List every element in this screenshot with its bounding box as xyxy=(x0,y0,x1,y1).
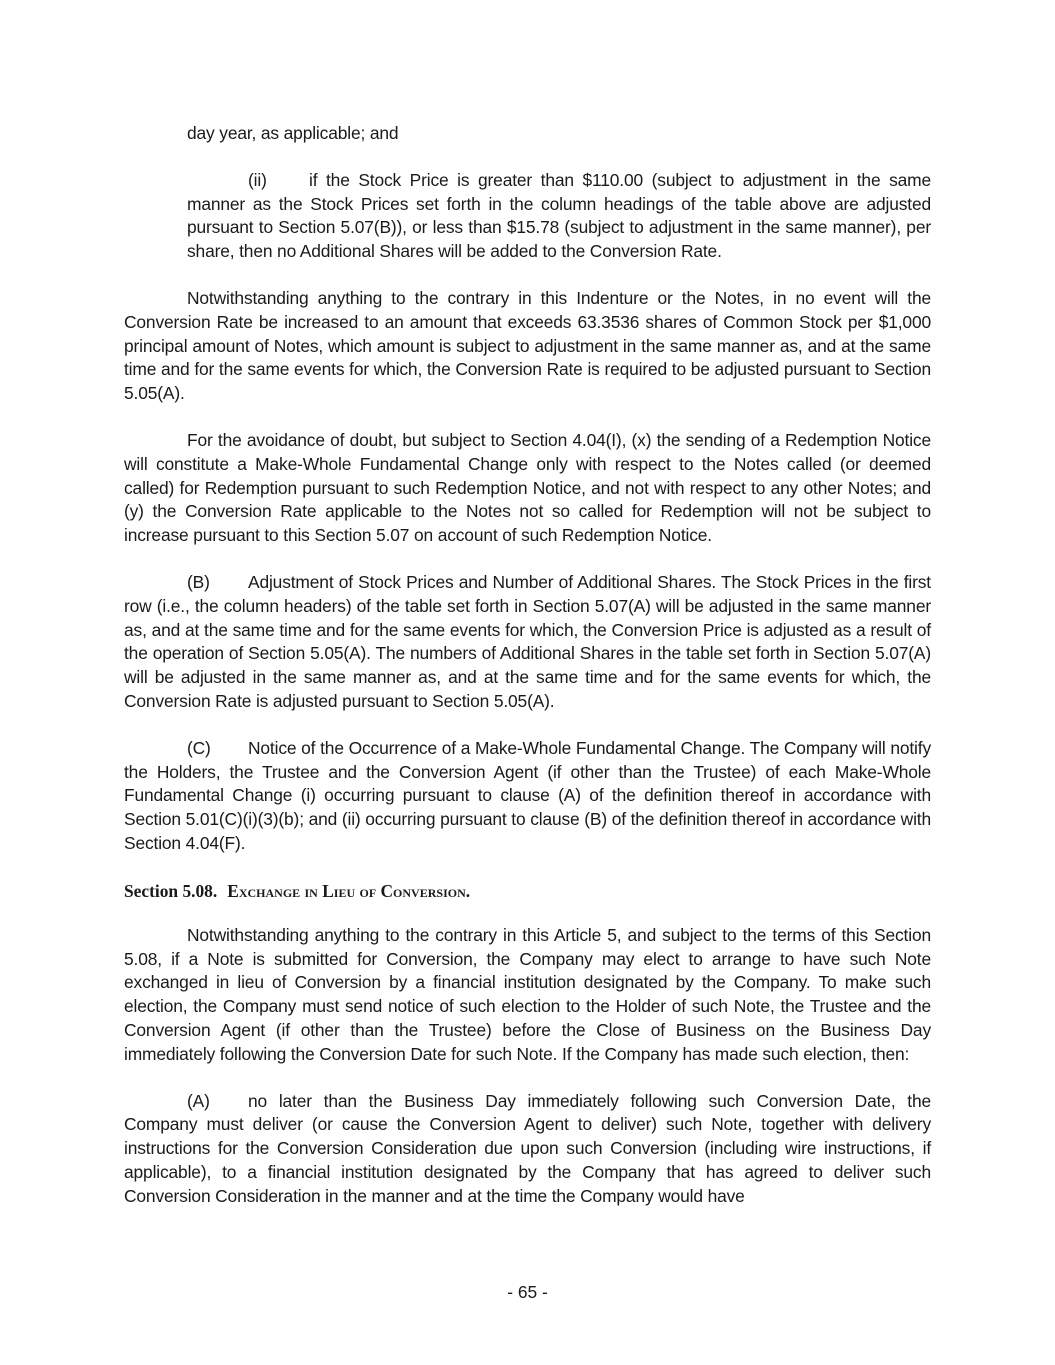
item-label-b: (B) xyxy=(187,571,210,592)
item-a-text: no later than the Business Day immediately following such Conversion Date, the Company must deliver (or cause the Conversion Agent to deliver) such Note, together with delivery instructions for the Conversion Consideration due upon such Conversion (including wire instructions, if applicable), to a financial institution designated by the Company that has agreed to deliver such Conversion Consideration in the manner and at the time the Company would have xyxy=(124,1090,931,1206)
item-label-a: (A) xyxy=(187,1090,210,1111)
paragraph-item-ii xyxy=(124,169,931,264)
paragraph-c-notice xyxy=(124,737,931,856)
page-number: - 65 - xyxy=(507,1282,548,1302)
paragraph-a-delivery xyxy=(124,1090,931,1209)
paragraph-exchange-election: Notwithstanding anything to the contrary in this Article 5, and subject to the terms of this Section 5.08, if a Note is submitted for Conversion, the Company may elect to arrange to have such Note exchanged in lieu of Conversion by a financial institution designated by the Company. To make such election, the Company must send notice of such election to the Holder of such Note, the Trustee and the Conversion Agent (if other than the Trustee) before the Close of Business on the Business Day immediately following the Conversion Date for such Note. If the Company has made such election, then: xyxy=(124,924,931,1064)
paragraph-b-adjustment xyxy=(124,571,931,714)
item-c-text: Notice of the Occurrence of a Make-Whole Fundamental Change. The Company will notify the Holders, the Trustee and the Conversion Agent (if other than the Trustee) of each Make-Whole Fundamental Change (i) occurring pursuant to clause (A) of the definition thereof in accordance with Section 5.01(C)(i)(3)(b); and (ii) occurring pursuant to clause (B) of the definition thereof in accordance with Section 4.04(F). xyxy=(124,737,931,853)
section-heading xyxy=(124,879,931,903)
item-label-ii: (ii) xyxy=(248,169,267,190)
document-page xyxy=(124,122,931,1208)
section-title: Exchange in Lieu of Conversion. xyxy=(227,880,471,901)
item-ii-text: if the Stock Price is greater than $110.00 (subject to adjustment in the same manner as the Stock Prices set forth in the column headings of the table above are adjusted pursuant to Section 5.07(B)), or less than $15.78 (subject to adjustment in the same manner), per share, then no Additional Shares will be added to the Conversion Rate. xyxy=(187,169,931,262)
section-number: Section 5.08. xyxy=(124,880,218,901)
paragraph-avoidance-of-doubt: For the avoidance of doubt, but subject to Section 4.04(I), (x) the sending of a Redemption Notice will constitute a Make-Whole Fundamental Change only with respect to the Notes called (or deemed called) for Redemption pursuant to such Redemption Notice, and not with respect to any other Notes; and (y) the Conversion Rate applicable to the Notes not so called for Redemption will not be subject to increase pursuant to this Section 5.07 on account of such Redemption Notice. xyxy=(124,429,931,546)
item-label-c: (C) xyxy=(187,737,211,758)
paragraph-conversion-rate-cap: Notwithstanding anything to the contrary in this Indenture or the Notes, in no event will the Conversion Rate be increased to an amount that exceeds 63.3536 shares of Common Stock per $1,000 principal amount of Notes, which amount is subject to adjustment in the same manner as, and at the same time and for the same events for which, the Conversion Rate is required to be adjusted pursuant to Section 5.05(A). xyxy=(124,287,931,404)
item-b-text: Adjustment of Stock Prices and Number of Additional Shares. The Stock Prices in the first row (i.e., the column headers) of the table set forth in Section 5.07(A) will be adjusted in the same manner as, and at the same time and for the same events for which, the Conversion Price is adjusted as a result of the operation of Section 5.05(A). The numbers of Additional Shares in the table set forth in Section 5.07(A) will be adjusted in the same manner as, and at the same time and for the same events for which, the Conversion Rate is adjusted pursuant to Section 5.05(A). xyxy=(124,571,931,711)
paragraph-continuation: day year, as applicable; and xyxy=(187,123,399,143)
